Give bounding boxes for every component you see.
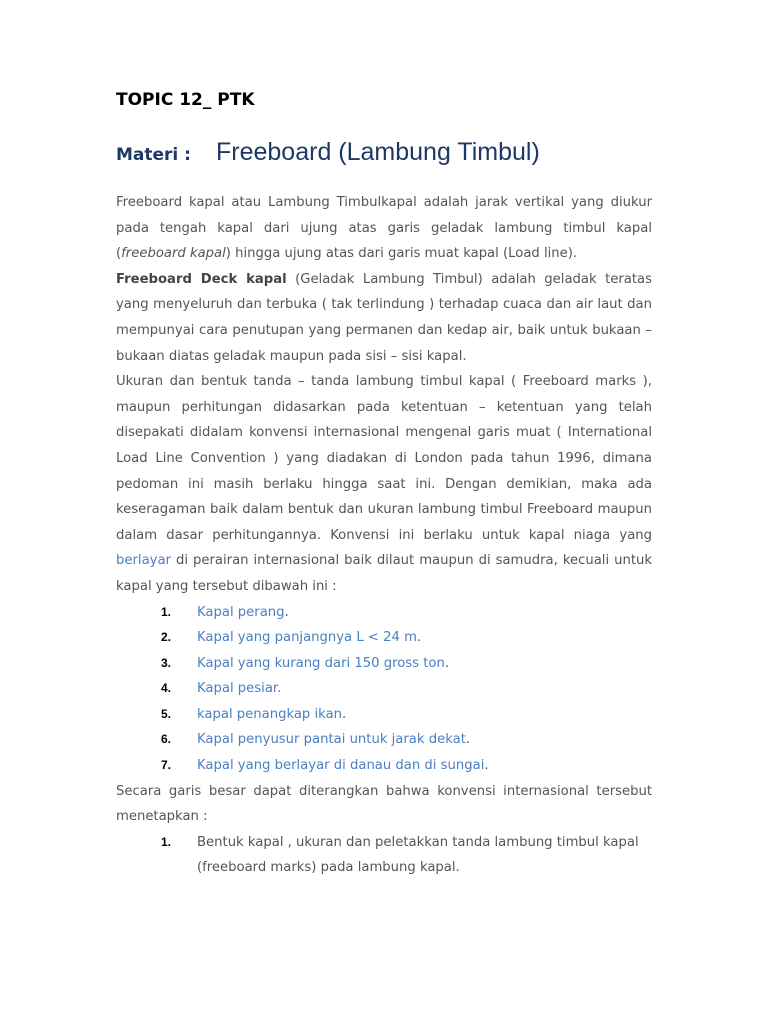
p2-bold: Freeboard Deck kapal xyxy=(116,271,287,287)
list-item xyxy=(116,625,652,651)
p1-italic: freeboard kapal xyxy=(121,246,226,262)
list-number: 3. xyxy=(161,655,172,670)
paragraph-convention-summary: Secara garis besar dapat diterangkan bahwa konvensi internasional tersebut menetapkan : xyxy=(116,783,652,825)
list-item xyxy=(116,702,652,728)
list-link[interactable]: Kapal penyusur pantai untuk jarak dekat xyxy=(197,732,466,748)
list-link[interactable]: Kapal perang xyxy=(197,604,285,620)
list-suffix: . xyxy=(465,732,471,748)
materi-title: Freeboard (Lambung Timbul) xyxy=(216,138,540,166)
list-item xyxy=(116,830,652,881)
materi-row xyxy=(116,140,652,180)
exception-list xyxy=(116,600,652,779)
materi-label: Materi : xyxy=(116,145,191,165)
p2-rest: (Geladak Lambung Timbul) adalah geladak teratas yang menyeluruh dan terbuka ( tak terlindung ) terhadap cuaca dan air laut dan mempunyai cara penutupan yang permanen dan kedap air, baik untuk bukaan – bukaan diatas geladak maupun pada sisi – sisi kapal. xyxy=(116,271,652,364)
paragraph-freeboard-deck xyxy=(116,267,652,369)
convention-list xyxy=(116,830,652,881)
paragraph-freeboard-definition xyxy=(116,190,652,267)
list-link[interactable]: Kapal pesiar. xyxy=(197,681,282,697)
list-text: Bentuk kapal , ukuran dan peletakkan tanda lambung timbul kapal (freeboard marks) pada lambung kapal. xyxy=(197,834,639,876)
list-suffix: . xyxy=(444,655,450,671)
list-suffix: . xyxy=(484,758,489,774)
list-item xyxy=(116,651,652,677)
list-number: 4. xyxy=(161,681,172,696)
list-number: 1. xyxy=(161,604,172,619)
list-link[interactable]: Kapal yang berlayar di danau dan di sungai xyxy=(197,758,485,774)
paragraph-load-line-convention xyxy=(116,369,652,599)
list-item xyxy=(116,600,652,626)
list-item xyxy=(116,753,652,779)
list-link[interactable]: Kapal yang panjangnya L < 24 m xyxy=(197,630,417,646)
p1-text-b: ) hingga ujung atas dari garis muat kapal (Load line). xyxy=(225,246,578,262)
document-page xyxy=(116,84,652,881)
list-number: 1. xyxy=(161,834,172,849)
list-suffix: . xyxy=(342,706,347,722)
list-number: 7. xyxy=(161,758,172,773)
list-item xyxy=(116,676,652,702)
p1-text-a: Freeboard kapal atau Lambung Timbulkapal adalah jarak vertikal yang diukur pada tengah kapal dari ujung atas garis geladak lambung timbul kapal ( xyxy=(116,195,652,262)
link-berlayar[interactable]: berlayar xyxy=(116,553,171,569)
list-number: 5. xyxy=(161,706,172,721)
list-link[interactable]: Kapal yang kurang dari 150 gross ton xyxy=(197,655,445,671)
list-suffix: . xyxy=(284,604,289,620)
list-suffix: . xyxy=(416,630,422,646)
list-link[interactable]: kapal penangkap ikan xyxy=(197,706,343,722)
p3-text-b: di perairan internasional baik dilaut maupun di samudra, kecuali untuk kapal yang tersebut dibawah ini : xyxy=(116,553,652,594)
p3-text-a: Ukuran dan bentuk tanda – tanda lambung timbul kapal ( Freeboard marks ), maupun perhitungan didasarkan pada ketentuan – ketentuan yang telah disepakati didalam konvensi internasional mengenal garis muat ( International Load Line Convention ) yang diadakan di London pada tahun 1996, dimana pedoman ini masih berlaku hingga saat ini. Dengan demikian, maka ada keseragaman baik dalam bentuk dan ukuran lambung timbul Freeboard maupun dalam dasar perhitungannya. Konvensi ini berlaku untuk kapal niaga yang xyxy=(116,374,652,543)
list-number: 6. xyxy=(161,732,172,747)
list-item xyxy=(116,727,652,753)
list-number: 2. xyxy=(161,630,172,645)
topic-heading: TOPIC 12_ PTK xyxy=(116,90,255,110)
